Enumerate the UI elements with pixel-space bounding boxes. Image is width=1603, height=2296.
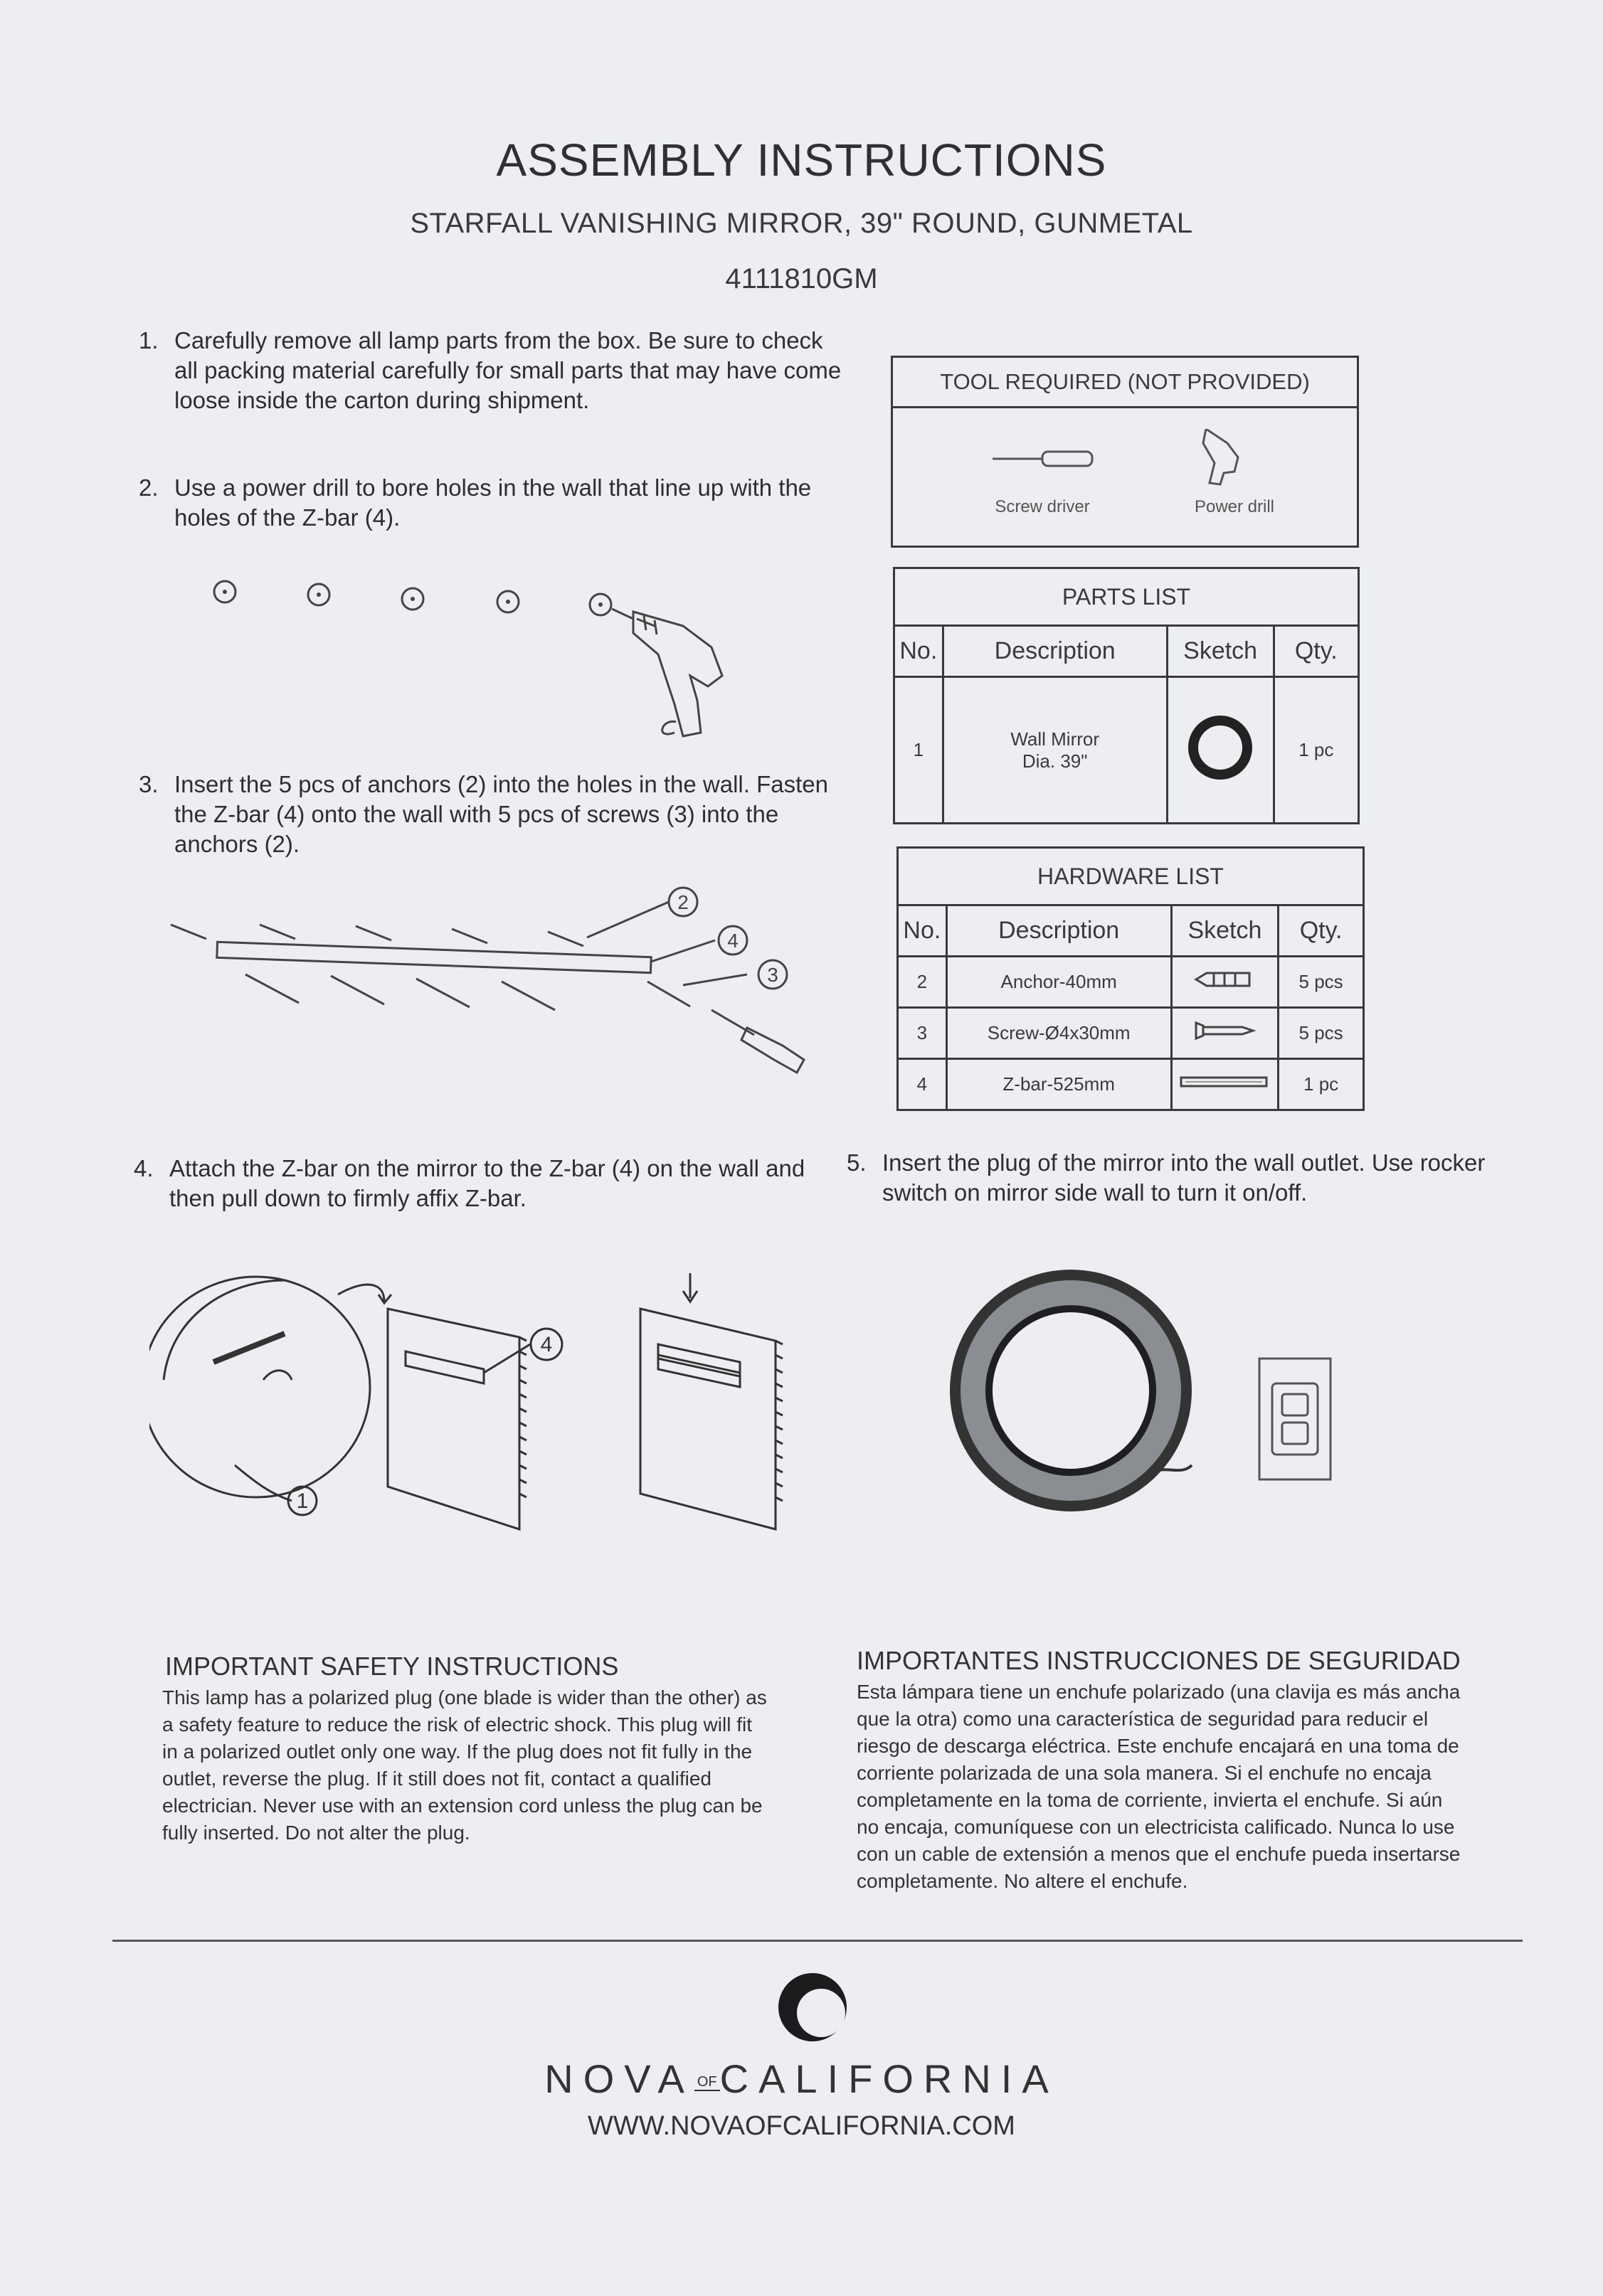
parts-list-title: PARTS LIST (894, 568, 1359, 626)
part-no: 1 (894, 677, 943, 824)
zbar-sketch (1178, 1071, 1271, 1093)
nova-logo-icon (777, 1972, 848, 2043)
table-row (898, 1008, 1364, 1059)
brand-url: WWW.NOVAOFCALIFORNIA.COM (588, 2111, 1015, 2141)
hardware-description: Z-bar-525mm (946, 1059, 1171, 1110)
zbar-mounting-illustration (164, 882, 818, 1088)
safety-title-en: IMPORTANT SAFETY INSTRUCTIONS (165, 1652, 619, 1681)
hardware-description: Anchor-40mm (946, 957, 1171, 1008)
tool-label-power-drill: Power drill (1194, 497, 1275, 516)
leader-line (587, 902, 669, 937)
model-number: 4111810GM (725, 263, 878, 294)
step-number: 3. (139, 771, 159, 797)
part-qty: 1 pc (1274, 677, 1358, 824)
step-text: Carefully remove all lamp parts from the box. Be sure to check all packing material carefully for small parts that may have come loose inside the carton during shipment. (174, 327, 842, 413)
hardware-qty: 5 pcs (1279, 957, 1364, 1008)
step-3 (139, 770, 850, 859)
screwdriver-icon (711, 1010, 804, 1073)
footer-divider (112, 1940, 1523, 1942)
leader-line (235, 1465, 292, 1501)
col-header: No. (894, 626, 943, 677)
callout-mirror: 1 (296, 1489, 309, 1513)
col-header: Sketch (1171, 905, 1279, 957)
hardware-description: Screw-Ø4x30mm (946, 1008, 1171, 1059)
safety-body-es: Esta lámpara tiene un enchufe polarizado (una clavija es más ancha que la otra) como una característica de seguridad para reducir el riesgo de descarga eléctrica. Este enchufe encajará en una toma de corriente polarizada de una sola manera. Si el enchufe no encaja completamente en la toma de corriente, invierta el enchufe. Si aún no encaja, comuníquese con un electricista calificado. Nunca lo use con un cable de extensión a menos que el enchufe pueda insertarse completamente. No altere el enchufe. (857, 1681, 1461, 1892)
callout-zbar: 4 (727, 930, 739, 952)
tools-title: TOOL REQUIRED (NOT PROVIDED) (893, 358, 1357, 408)
wall-panel-hung-sketch (640, 1273, 783, 1529)
tools-box (891, 356, 1359, 548)
tool-label-screwdriver: Screw driver (995, 497, 1090, 516)
part-sketch (1167, 677, 1274, 824)
safety-title-es: IMPORTANTES INSTRUCCIONES DE SEGURIDAD (857, 1646, 1461, 1675)
callout-anchor: 2 (677, 891, 689, 913)
brand-wordmark (0, 2056, 1603, 2102)
step-text: Insert the 5 pcs of anchors (2) into the holes in the wall. Fasten the Z-bar (4) onto the wall with 5 pcs of screws (3) into the anchors (2). (174, 771, 828, 857)
step-5 (847, 1148, 1487, 1208)
hardware-qty: 1 pc (1279, 1059, 1364, 1110)
part-desc-line: Wall Mirror (1010, 728, 1100, 750)
safety-body-en: This lamp has a polarized plug (one blade is wider than the other) as a safety feature to reduce the risk of electric shock. This plug will fit in a polarized outlet only one way. If the plug does not fit fully in the outlet, reverse the plug. If it still does not fit, contact a qualified electrician. Never use with an extension cord unless the plug can be fully inserted. Do not alter the plug. (162, 1686, 767, 1844)
drill-holes-illustration (199, 569, 740, 747)
hardware-list-title: HARDWARE LIST (898, 848, 1364, 905)
screw-sketch (1192, 1020, 1257, 1041)
col-header: No. (898, 905, 947, 957)
screwdriver-icon (993, 452, 1092, 466)
col-header: Description (946, 905, 1171, 957)
hardware-no: 2 (898, 957, 947, 1008)
tools-sketches (993, 429, 1277, 486)
callout-screw: 3 (767, 964, 778, 986)
wall-outlet-icon (1259, 1359, 1330, 1479)
step-1 (139, 326, 850, 415)
hardware-list-table (896, 846, 1365, 1111)
zbar-sketch (217, 942, 651, 972)
hardware-no: 3 (898, 1008, 947, 1059)
step-number: 5. (847, 1149, 867, 1176)
screw-sketch (245, 974, 690, 1010)
brand-name-left: NOVA (544, 2056, 694, 2101)
callout-zbar: 4 (540, 1333, 553, 1356)
anchor-sketch (1192, 969, 1257, 990)
step-number: 1. (139, 327, 159, 354)
power-drill-icon (1203, 429, 1238, 484)
round-mirror-sketch (1185, 712, 1256, 783)
col-header: Description (943, 626, 1167, 677)
col-header: Sketch (1167, 626, 1274, 677)
hardware-sketch (1171, 1008, 1279, 1059)
wall-panel-sketch (388, 1309, 527, 1529)
step-text: Insert the plug of the mirror into the wall outlet. Use rocker switch on mirror side wall to turn it on/off. (882, 1149, 1486, 1206)
parts-list-table (893, 567, 1360, 824)
table-row (898, 957, 1364, 1008)
product-subtitle: STARFALL VANISHING MIRROR, 39" ROUND, GUNMETAL (410, 208, 1193, 239)
mirror-side-sketch (149, 1277, 370, 1497)
hardware-no: 4 (898, 1059, 947, 1110)
col-header: Qty. (1274, 626, 1358, 677)
step-number: 4. (134, 1155, 154, 1181)
leader-line (651, 940, 715, 962)
arrow-icon (338, 1285, 384, 1302)
mirror-plug-illustration (946, 1259, 1345, 1529)
brand-name-right: CALIFORNIA (719, 2056, 1059, 2101)
step-2 (139, 473, 850, 533)
part-desc-line: Dia. 39" (1022, 750, 1088, 772)
brand-name-of: OF (694, 2074, 720, 2091)
step-4 (134, 1154, 817, 1213)
hardware-sketch (1171, 957, 1279, 1008)
step-text: Use a power drill to bore holes in the wall that line up with the holes of the Z-bar (4). (174, 474, 812, 531)
mirror-hanging-illustration (149, 1273, 804, 1543)
table-row (894, 677, 1359, 824)
col-header: Qty. (1279, 905, 1364, 957)
round-mirror-front-sketch (950, 1270, 1192, 1511)
leader-line (683, 974, 747, 985)
step-text: Attach the Z-bar on the mirror to the Z-bar (4) on the wall and then pull down to firmly affix Z-bar. (169, 1155, 805, 1211)
hardware-sketch (1171, 1059, 1279, 1110)
power-drill-icon (612, 609, 722, 736)
step-number: 2. (139, 474, 159, 501)
table-row (898, 1059, 1364, 1110)
part-description (943, 677, 1167, 824)
page-title: ASSEMBLY INSTRUCTIONS (496, 134, 1107, 186)
hardware-qty: 5 pcs (1279, 1008, 1364, 1059)
